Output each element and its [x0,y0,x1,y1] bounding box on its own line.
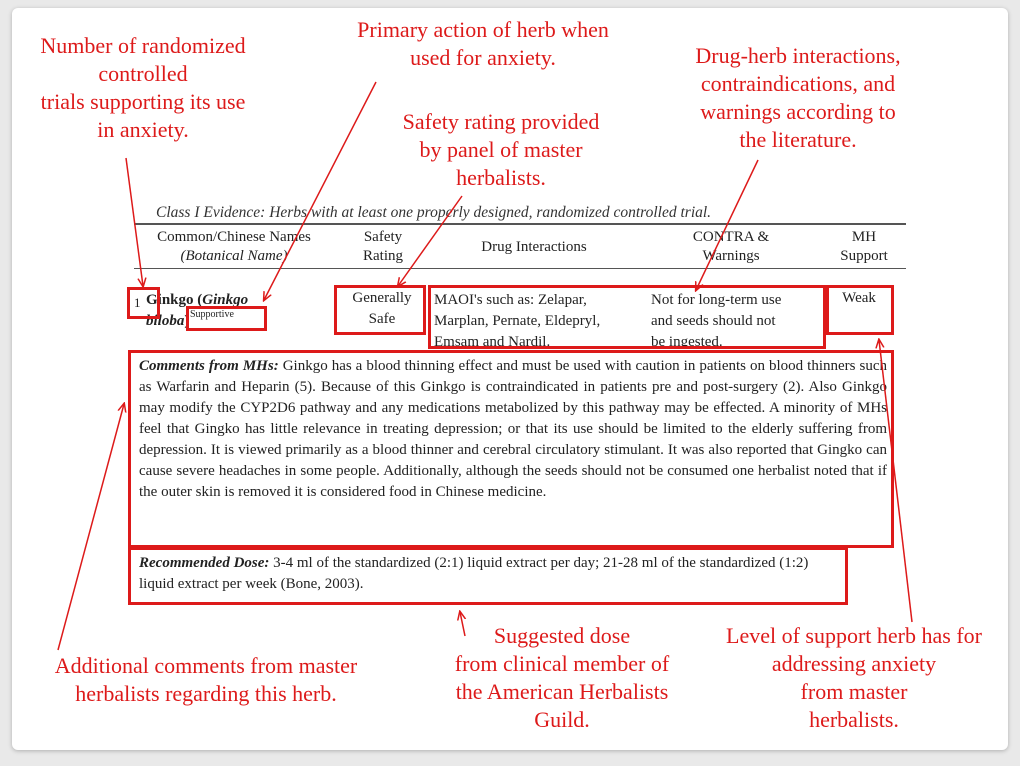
mh-support-value: Weak [842,290,876,306]
callout-mh-support: Level of support herb has for addressing anxiety from master herbalists. [726,623,982,732]
header-names: Common/Chinese Names (Botanical Name) [157,229,311,264]
herb-name: Ginkgo (Ginkgo biloba) [146,292,249,329]
callout-comments: Additional comments from master herbalists regarding this herb. [54,653,358,706]
rct-count: 1 [134,295,141,310]
callout-primary-action: Primary action of herb when used for anxiety. [357,17,609,70]
comments-label: Comments from MHs: [139,358,279,374]
callout-rct-count: Number of randomized controlled trials supporting its use in anxiety. [40,33,246,142]
arrow-mh-support [879,340,912,622]
drug-interactions: MAOI's such as: Zelapar, Marplan, Pernate, Eldepryl, Emsam and Nardil. [434,292,601,350]
callout-suggested-dose: Suggested dose from clinical member of the American Herbalists Guild. [454,623,670,732]
header-contra: CONTRA & Warnings [692,229,770,264]
herb-botanical-name-2: biloba [146,313,185,329]
comments-text: Ginkgo has a blood thinning effect and must be used with caution in patients on blood thinners such as Warfarin and Heparin (5). Because of this Ginkgo is contraindicated in patients pre and post-surgery (2). Also Ginkgo may modify the CYP2D6 pathway and any medications metabolized by this pathway may be effected. A minority of MHs feel that Gingko has little relevance in treating depression; or that its use should be limited to the elderly suffering from depression. It is viewed primarily as a blood thinner and cerebral circulatory stimulant. It was also reported that Gingko can cause severe headaches in some people. Additionally, although the seeds should not be consumed one herbalist noted that if the outer skin is removed it is considered food in Chinese medicine. [139,358,887,500]
safety-rating: Generally Safe [352,290,412,327]
arrow-suggested-dose [460,612,465,636]
header-safety: Safety Rating [363,229,403,264]
dose-text: 3-4 ml of the standardized (2:1) liquid extract per day; 21-28 ml of the standardized (1:2) liquid extract per week (Bone, 2003). [139,555,809,592]
arrow-rct-count [126,158,143,286]
table-caption: Class I Evidence: Herbs with at least one properly designed, randomized controlled trial. [156,204,712,221]
herb-botanical-name: Ginkgo [202,292,249,308]
arrow-primary-action [264,82,376,300]
header-drug-interactions: Drug Interactions [481,239,587,255]
callout-drug-interactions: Drug-herb interactions, contraindications, and warnings according to the literature. [695,43,901,152]
callout-safety-rating: Safety rating provided by panel of master herbalists. [402,109,600,190]
primary-action: Supportive [190,309,234,320]
arrow-interactions [696,160,758,290]
arrow-safety-rating [398,196,462,286]
header-mh-support: MH Support [840,229,888,264]
dose-label: Recommended Dose: [139,555,270,571]
arrow-comments [58,404,124,650]
contra-warnings: Not for long-term use and seeds should not be ingested. [651,292,782,350]
herb-common-name: Ginkgo ( [146,292,203,308]
